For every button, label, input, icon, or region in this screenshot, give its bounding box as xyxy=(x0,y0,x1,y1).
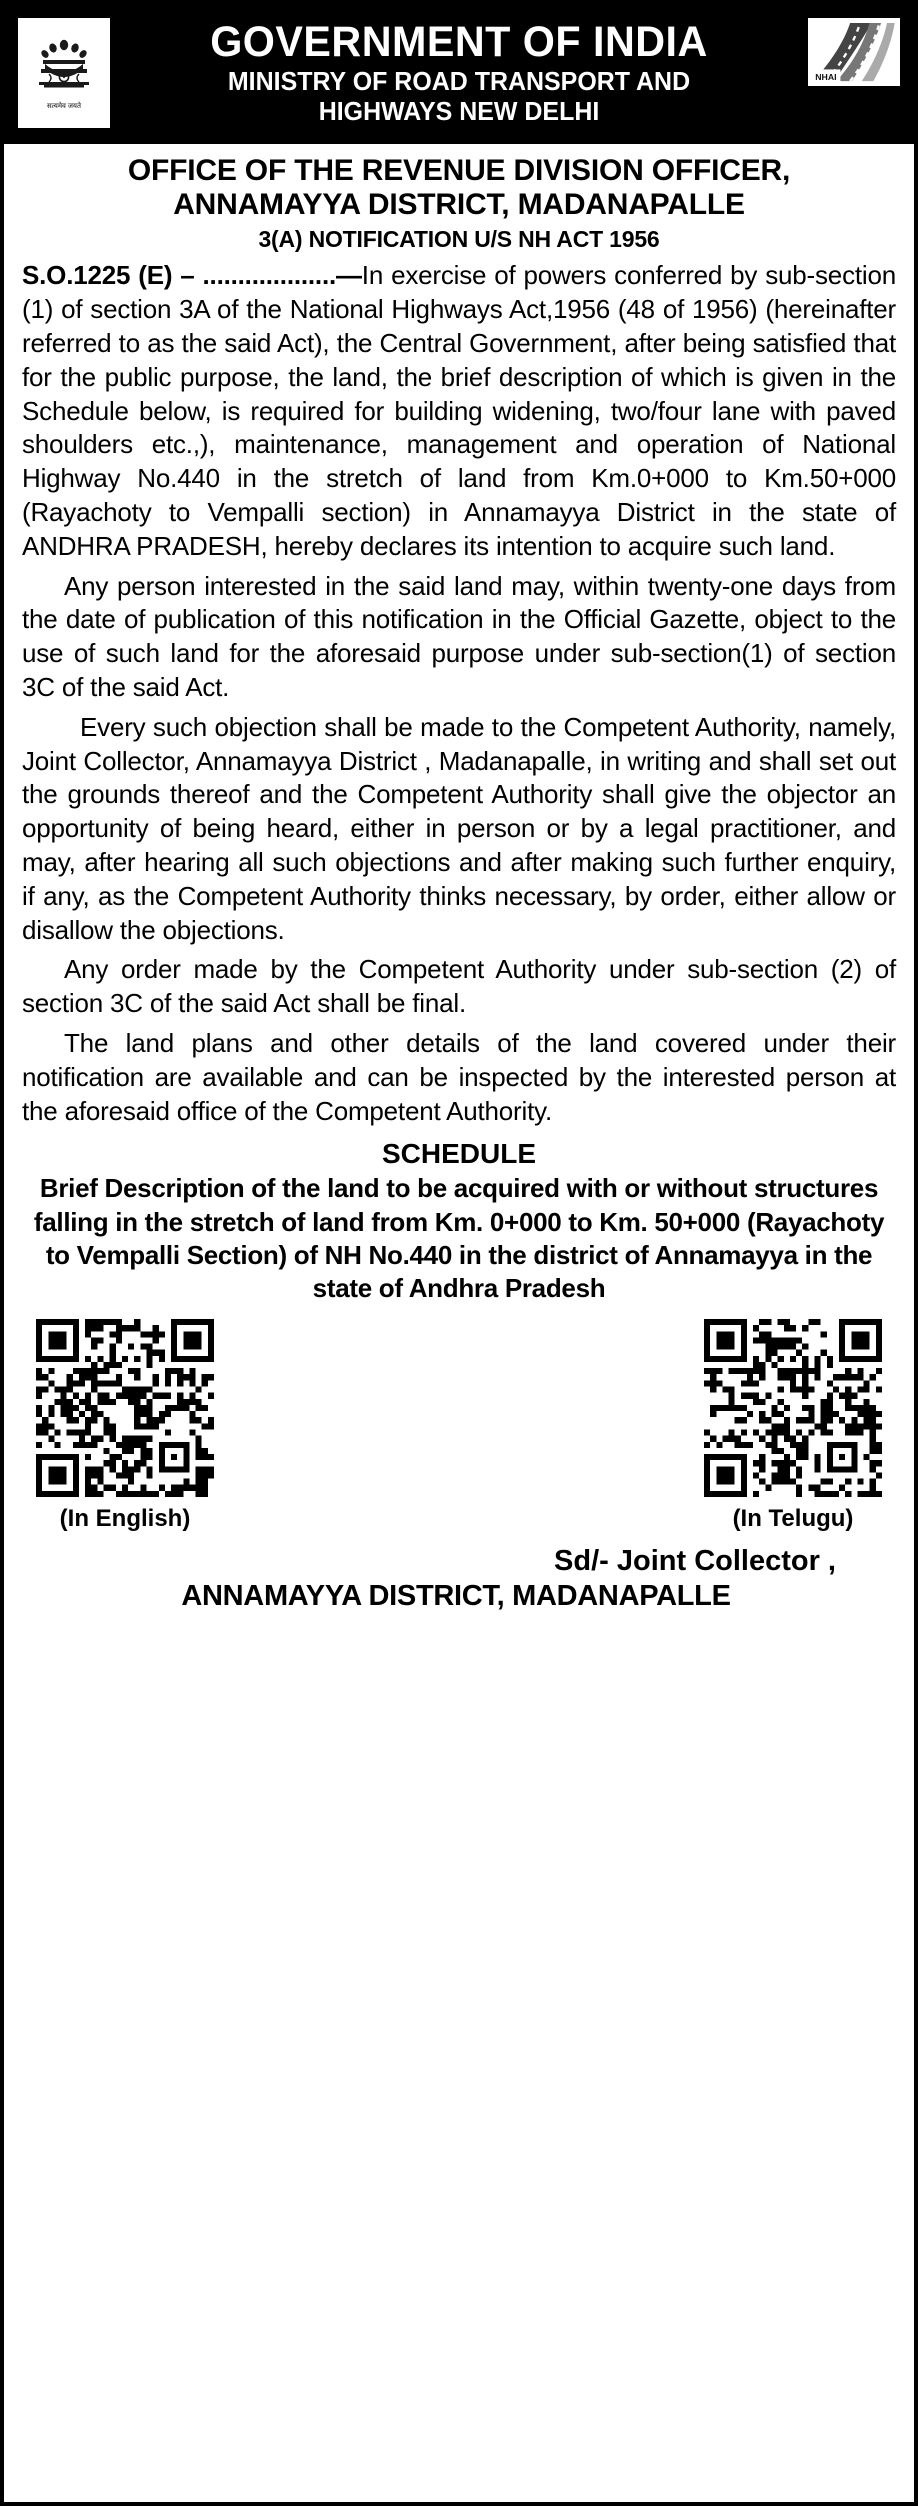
paragraph-1 xyxy=(22,259,896,563)
signature-line-1: Sd/- Joint Collector , xyxy=(554,1545,836,1578)
header-title-block xyxy=(118,12,800,134)
svg-text:NHAI: NHAI xyxy=(815,72,837,83)
paragraph-2: Any person interested in the said land may, within twenty-one days from the date of publication of this notification in the Official Gazette, object to the use of such land for the aforesaid purpose under sub-section(1) of section 3C of the said Act. xyxy=(22,570,896,702)
paragraph-1-text: In exercise of powers conferred by sub-section (1) of section 3A of the National Highways Act,1956 (48 of 1956) (hereinafter referred to as the said Act), the Central Government, after being satisfied that for the public purpose, the land, the brief description of which is given in the Schedule below, is required for building widening, two/four lane with paved shoulders etc.,), maintenance, management and operation of National Highway No.440 in the stretch of land from Km.0+000 to Km.50+000 (Rayachoty to Vempalli section) in Annamayya District in the state of ANDHRA PRADESH, hereby declares its intention to acquire such land. xyxy=(22,260,896,561)
ministry-line-2: HIGHWAYS NEW DELHI xyxy=(318,95,600,126)
document-body xyxy=(4,144,914,1619)
ministry-line-1: MINISTRY OF ROAD TRANSPORT AND xyxy=(227,65,691,96)
nhai-highway-logo-icon xyxy=(806,16,902,88)
paragraph-5: The land plans and other details of the land covered under their notification are available and can be inspected by the interested person at the aforesaid office of the Competent Authority. xyxy=(22,1027,896,1126)
india-national-emblem-icon xyxy=(35,36,93,102)
qr-code-row xyxy=(22,1319,896,1533)
qr-english-block xyxy=(36,1319,214,1533)
notification-number: S.O.1225 (E) – ...................— xyxy=(22,260,362,291)
schedule-heading: SCHEDULE xyxy=(381,1138,536,1170)
qr-telugu-block xyxy=(704,1319,882,1533)
qr-code-icon[interactable] xyxy=(704,1319,882,1497)
schedule-description: Brief Description of the land to be acquired with or without structures falling in the stretch of land from Km. 0+000 to Km. 50+000 (Rayachoty to Vempalli Section) of NH No.440 in the district of Annamayya in the state of Andhra Pradesh xyxy=(33,1173,885,1304)
qr-english-label: (In English) xyxy=(59,1505,191,1533)
notification-heading: 3(A) NOTIFICATION U/S NH ACT 1956 xyxy=(258,226,660,253)
government-title: GOVERNMENT OF INDIA xyxy=(210,17,708,66)
emblem-caption: सत्यमेव जयते xyxy=(47,101,81,110)
qr-code-icon[interactable] xyxy=(36,1319,214,1497)
paragraph-3: Every such objection shall be made to the Competent Authority, namely, Joint Collector, Annamayya District , Madanapalle, in writing and shall set out the grounds thereof and the Competent Authority shall give the objector an opportunity of being heard, either in person or by a legal practitioner, and may, after hearing all such objections and after making such further enquiry, if any, as the Competent Authority thinks necessary, by order, either allow or disallow the objections. xyxy=(22,711,896,945)
emblem-container xyxy=(16,16,112,130)
signature-line-2: ANNAMAYYA DISTRICT, MADANAPALLE xyxy=(181,1580,731,1613)
signature-block xyxy=(22,1545,896,1613)
document-header xyxy=(4,4,914,144)
qr-telugu-label: (In Telugu) xyxy=(732,1505,854,1533)
office-title-line-1: OFFICE OF THE REVENUE DIVISION OFFICER, xyxy=(127,154,791,187)
office-title-line-2: ANNAMAYYA DISTRICT, MADANAPALLE xyxy=(173,188,745,222)
paragraph-4: Any order made by the Competent Authority under sub-section (2) of section 3C of the said Act shall be final. xyxy=(22,954,896,1019)
